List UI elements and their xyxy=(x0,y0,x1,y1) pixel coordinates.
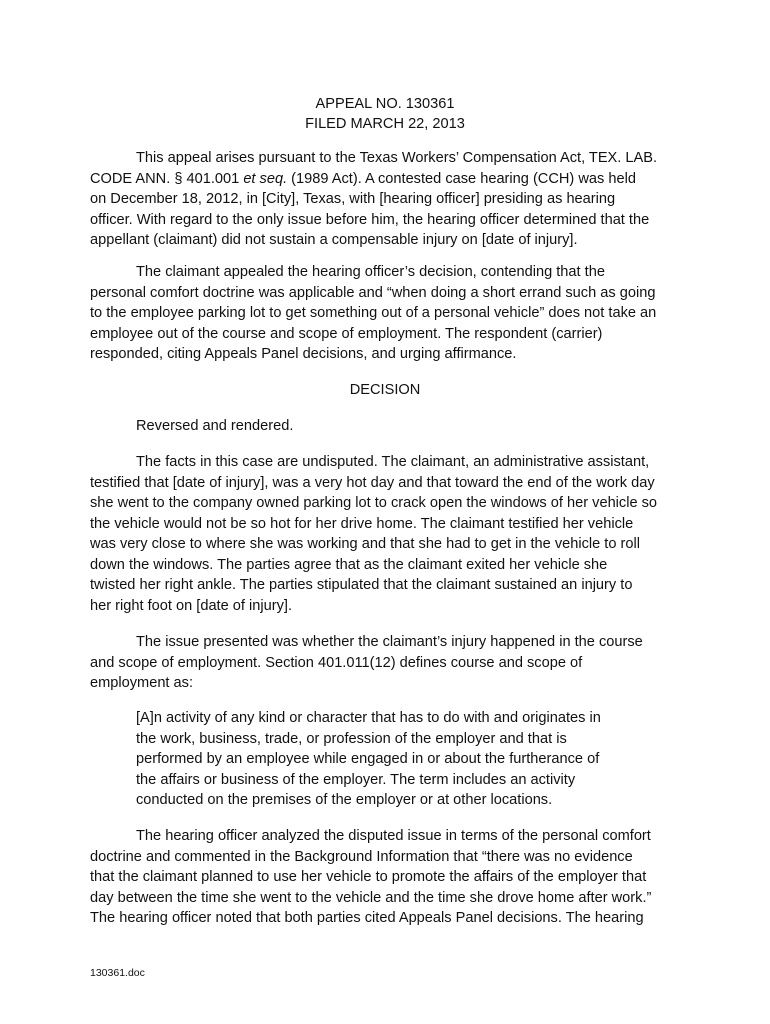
text-line: employee out of the course and scope of employment. The respondent (carrier) xyxy=(90,325,603,342)
text-line: on December 18, 2012, in [City], Texas, with [hearing officer] presiding as hearing xyxy=(90,191,616,207)
text-line: responded, citing Appeals Panel decisions, and urging affirmance. xyxy=(90,346,517,362)
text-line: was very close to where she was working and that she had to get in the vehicle to roll xyxy=(90,536,640,552)
appeal-number: APPEAL NO. 130361 xyxy=(315,96,455,112)
text-line: she went to the company owned parking lot to crack open the windows of her vehicle so xyxy=(90,495,658,511)
paragraph-issue xyxy=(90,632,682,694)
text-line: doctrine and commented in the Background Information that “there was no evidence xyxy=(90,848,633,865)
filed-date: FILED MARCH 22, 2013 xyxy=(305,116,465,132)
text-line: The claimant appealed the hearing officer’s decision, contending that the xyxy=(136,264,605,280)
text-line: personal comfort doctrine was applicable and “when doing a short errand such as going xyxy=(90,284,656,301)
text-line: appellant (claimant) did not sustain a compensable injury on [date of injury]. xyxy=(90,232,578,248)
decision-heading: DECISION xyxy=(349,382,421,398)
text-line: conducted on the premises of the employer or at other locations. xyxy=(136,792,553,808)
text-line: down the windows. The parties agree that as the claimant exited her vehicle she xyxy=(90,556,608,573)
text-line: [A]n activity of any kind or character that has to do with and originates in xyxy=(136,710,601,726)
text-line: officer. With regard to the only issue before him, the hearing officer determined that the xyxy=(90,211,650,228)
paragraph-intro xyxy=(90,148,682,251)
paragraph-facts xyxy=(90,452,682,616)
text-line: employment as: xyxy=(90,675,194,691)
paragraph-analysis xyxy=(90,826,682,929)
text-line: the vehicle would not be so hot for her drive home. The claimant testified her vehicle xyxy=(90,515,634,532)
text-line: the affairs or business of the employer. The term includes an activity xyxy=(136,771,576,788)
text-line: day between the time she went to the vehicle and the time she drove home after work.” xyxy=(90,889,652,906)
text-line: the work, business, trade, or profession of the employer and that is xyxy=(136,730,567,747)
text-line: performed by an employee while engaged in or about the furtherance of xyxy=(136,751,600,767)
text-line: The hearing officer noted that both parties cited Appeals Panel decisions. The hearing xyxy=(90,910,644,926)
text-line: and scope of employment. Section 401.011(12) defines course and scope of xyxy=(90,654,583,671)
block-quote xyxy=(136,708,636,811)
paragraph-appeal xyxy=(90,262,682,365)
text-line: to the employee parking lot to get something out of a personal vehicle” does not take an xyxy=(90,305,657,321)
text-line: The issue presented was whether the claimant’s injury happened in the course xyxy=(136,634,643,650)
footer-filename: 130361.doc xyxy=(90,967,145,979)
text-line: CODE ANN. § 401.001 et seq. (1989 Act). A contested case hearing (CCH) was held xyxy=(90,170,636,187)
text-line: The facts in this case are undisputed. The claimant, an administrative assistant, xyxy=(136,454,650,470)
text-line: This appeal arises pursuant to the Texas Workers’ Compensation Act, TEX. LAB. xyxy=(136,150,658,166)
text-line: her right foot on [date of injury]. xyxy=(90,597,292,614)
ruling xyxy=(90,416,682,437)
text-line: The hearing officer analyzed the disputed issue in terms of the personal comfort xyxy=(136,828,651,844)
text-line: testified that [date of injury], was a very hot day and that toward the end of the work day xyxy=(90,474,655,491)
text-line: twisted her right ankle. The parties stipulated that the claimant sustained an injury to xyxy=(90,577,633,593)
text-line: that the claimant planned to use her vehicle to promote the affairs of the employer that xyxy=(90,869,647,885)
ruling-text: Reversed and rendered. xyxy=(136,418,294,434)
